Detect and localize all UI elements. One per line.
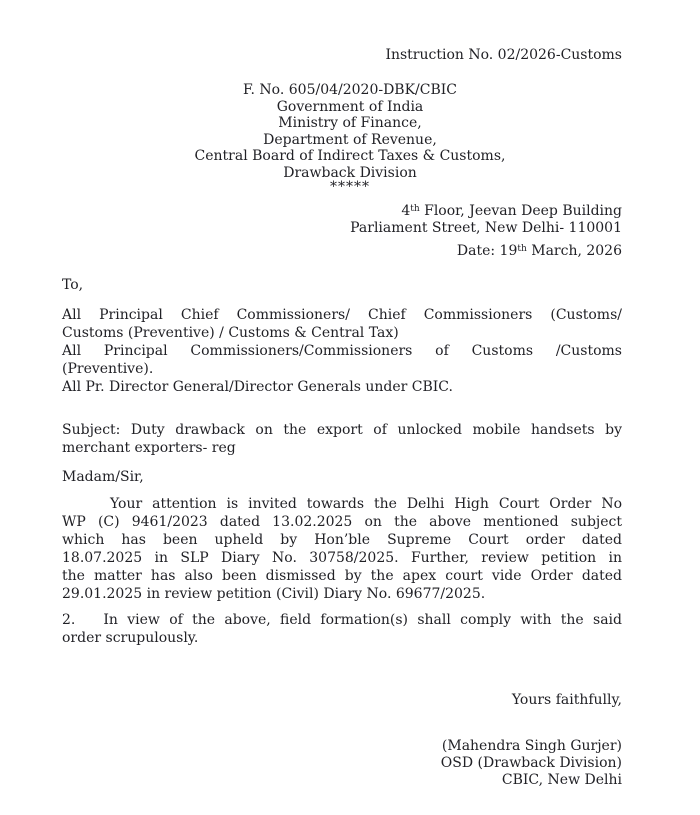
body-line — [62, 611, 622, 629]
letterhead-division: Drawback Division — [283, 164, 417, 181]
recipient-line: Customs (Preventive) / Customs & Central Tax) — [62, 325, 399, 341]
date-prefix: Date: 19 — [456, 243, 518, 259]
recipient-line: All Principal Commissioners/Commissioners of Customs /Customs — [62, 343, 622, 359]
office-address — [62, 203, 622, 236]
letterhead-government: Government of India — [276, 98, 424, 115]
salutation: Madam/Sir, — [62, 469, 144, 485]
file-number: F. No. 605/04/2020-DBK/CBIC — [242, 82, 458, 98]
letterhead — [0, 82, 700, 193]
body-paragraph-2 — [62, 611, 622, 647]
body-line: Your attention is invited towards the Delhi High Court Order No — [110, 496, 622, 512]
address-floor-number: 4 — [401, 203, 411, 219]
date-line — [62, 242, 622, 260]
recipient-line: All Pr. Director General/Director Generals under CBIC. — [62, 379, 453, 395]
body-line: 29.01.2025 in review petition (Civil) Diary No. 69677/2025. — [62, 586, 486, 602]
subject-line: Subject: Duty drawback on the export of unlocked mobile handsets by — [62, 422, 622, 438]
body-paragraph-1 — [62, 495, 622, 603]
address-line-1 — [62, 203, 622, 220]
letterhead-ministry: Ministry of Finance, — [278, 115, 422, 131]
letterhead-board: Central Board of Indirect Taxes & Customs, — [194, 148, 506, 164]
instruction-number: Instruction No. 02/2026-Customs — [385, 47, 622, 63]
paragraph-number: 2. — [62, 612, 76, 628]
signatory-organisation: CBIC, New Delhi — [501, 772, 622, 788]
closing: Yours faithfully, — [511, 692, 622, 708]
recipient-line: All Principal Chief Commissioners/ Chief Commissioners (Customs/ — [62, 307, 622, 323]
body-line: the matter has also been dismissed by the apex court vide Order dated — [62, 568, 622, 584]
body-line: 18.07.2025 in SLP Diary No. 30758/2025. Further, review petition in — [62, 550, 622, 566]
body-line: WP (C) 9461/2023 dated 13.02.2025 on the above mentioned subject — [62, 514, 622, 530]
body-line-text: In view of the above, field formation(s) shall comply with the said — [103, 612, 622, 628]
date-rest: March, 2026 — [526, 243, 622, 259]
recipients-block — [62, 306, 622, 396]
address-floor-rest: Floor, Jeevan Deep Building — [419, 203, 622, 219]
letterhead-separator: ***** — [330, 179, 370, 195]
body-line: which has been upheld by Hon’ble Supreme Court order dated — [62, 532, 622, 548]
signatory-name: (Mahendra Singh Gurjer) — [441, 738, 622, 754]
body-line: order scrupulously. — [62, 630, 199, 646]
subject-block — [62, 421, 622, 457]
signature-block — [62, 738, 622, 789]
subject-line: merchant exporters- reg — [62, 440, 236, 456]
to-label: To, — [62, 277, 84, 293]
ordinal-suffix: th — [517, 243, 527, 254]
signatory-designation: OSD (Drawback Division) — [440, 755, 622, 771]
letterhead-department: Department of Revenue, — [263, 131, 437, 148]
address-line-2: Parliament Street, New Delhi- 110001 — [350, 219, 622, 236]
recipient-line: (Preventive). — [62, 361, 154, 377]
ordinal-suffix: th — [410, 203, 420, 214]
